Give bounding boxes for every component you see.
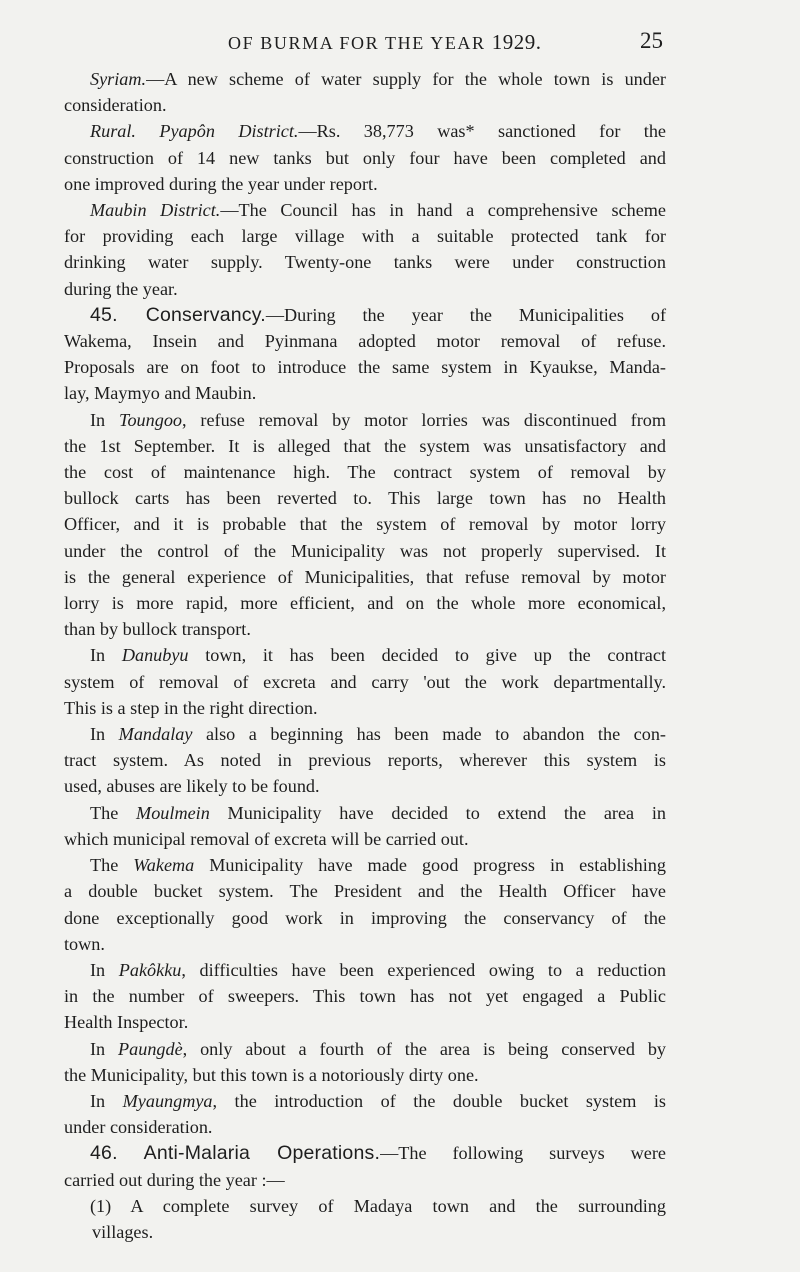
text-run: the 1st September. It is alleged that the system was unsatisfactory and: [64, 435, 666, 456]
text-line: [64, 1114, 666, 1140]
text-line: [64, 878, 666, 904]
text-line: [64, 721, 666, 747]
text-line: [64, 354, 666, 380]
text-line: [64, 197, 666, 223]
text-run: , difficulties have been experienced owing to a reduction: [181, 959, 666, 980]
text-run: Health Inspector.: [64, 1012, 189, 1033]
running-header: [0, 28, 800, 60]
italic-term: Wakema: [133, 855, 195, 876]
text-line: [64, 564, 666, 590]
text-run: , refuse removal by motor lorries was discontinued from: [182, 409, 666, 430]
text-line: [64, 485, 666, 511]
running-year: 1929.: [491, 30, 542, 54]
text-line: [64, 407, 666, 433]
text-line: [64, 302, 666, 328]
text-run: Officer, and it is probable that the system of removal by motor lorry: [64, 514, 666, 535]
text-run: lay, Maymyo and Maubin.: [64, 383, 257, 404]
text-line: [64, 118, 666, 144]
text-line: [64, 852, 666, 878]
text-run: the cost of maintenance high. The contract system of removal by: [64, 462, 666, 483]
text-line: [64, 1088, 666, 1114]
section-heading: Anti-Malaria Operations.: [143, 1142, 381, 1165]
text-line: [64, 800, 666, 826]
text-run: In: [90, 409, 119, 430]
text-run: bullock carts has been reverted to. This large town has no Health: [64, 488, 666, 509]
text-run: the Municipality, but this town is a notoriously dirty one.: [64, 1064, 479, 1085]
text-run: also a beginning has been made to abandon the con-: [192, 724, 666, 745]
italic-term: Paungdè: [118, 1038, 183, 1059]
text-line: [64, 826, 666, 852]
text-run: which municipal removal of excreta will be carried out.: [64, 828, 469, 849]
text-line: [64, 1219, 666, 1245]
text-run: a double bucket system. The President and the Health Officer have: [64, 881, 666, 902]
text-line: [64, 669, 666, 695]
italic-term: Danubyu: [121, 645, 189, 666]
text-line: [64, 511, 666, 537]
body-text: [64, 66, 666, 1245]
text-run: —The Council has in hand a comprehensive scheme: [220, 200, 666, 221]
section-heading: Conservancy.: [145, 303, 266, 326]
text-line: [64, 1193, 666, 1219]
text-run: is the general experience of Municipalities, that refuse removal by motor: [64, 566, 666, 587]
section-heading: 46.: [90, 1142, 144, 1165]
text-run: than by bullock transport.: [64, 619, 251, 640]
text-run: Proposals are on foot to introduce the same system in Kyaukse, Manda-: [64, 357, 666, 378]
text-run: town, it has been decided to give up the contract: [188, 645, 666, 666]
text-line: [64, 145, 666, 171]
text-line: [64, 957, 666, 983]
text-line: [64, 92, 666, 118]
text-run: used, abuses are likely to be found.: [64, 776, 320, 797]
text-run: done exceptionally good work in improving the conservancy of the: [64, 907, 666, 928]
text-line: [64, 1167, 666, 1193]
text-run: in the number of sweepers. This town has not yet engaged a Public: [64, 986, 666, 1007]
text-run: under consideration.: [64, 1117, 213, 1138]
text-line: [64, 538, 666, 564]
text-run: In: [90, 645, 122, 666]
text-run: town.: [64, 933, 105, 954]
italic-term: Mandalay: [118, 724, 193, 745]
text-line: [64, 642, 666, 668]
text-run: drinking water supply. Twenty-one tanks were under construction: [64, 252, 666, 273]
text-run: —Rs. 38,773 was* sanctioned for the: [298, 121, 666, 142]
text-run: Municipality have decided to extend the area in: [209, 802, 667, 823]
text-line: [64, 695, 666, 721]
text-run: Municipality have made good progress in establishing: [194, 855, 666, 876]
text-line: [64, 983, 666, 1009]
text-run: In: [90, 1090, 123, 1111]
text-run: under the control of the Municipality was not properly supervised. It: [64, 540, 666, 561]
text-line: [64, 223, 666, 249]
text-line: [64, 773, 666, 799]
text-line: [64, 459, 666, 485]
text-run: one improved during the year under report.: [64, 173, 378, 194]
text-run: carried out during the year :—: [64, 1169, 285, 1190]
text-run: during the year.: [64, 278, 178, 299]
text-line: [64, 931, 666, 957]
text-line: [64, 171, 666, 197]
text-run: lorry is more rapid, more efficient, and on the whole more economical,: [64, 593, 666, 614]
text-line: [64, 433, 666, 459]
text-run: consideration.: [64, 95, 167, 116]
text-run: The: [90, 802, 137, 823]
text-run: In: [90, 1038, 119, 1059]
text-line: [64, 1062, 666, 1088]
text-run: , the introduction of the double bucket system is: [212, 1090, 666, 1111]
running-title-text: OF BURMA FOR THE YEAR: [228, 33, 486, 53]
text-run: tract system. As noted in previous reports, wherever this system is: [64, 750, 666, 771]
text-line: [64, 328, 666, 354]
text-line: [64, 1036, 666, 1062]
text-line: [64, 380, 666, 406]
text-run: This is a step in the right direction.: [64, 697, 318, 718]
text-run: system of removal of excreta and carry 'out the work departmentally.: [64, 671, 666, 692]
text-line: [64, 1140, 666, 1166]
text-run: The: [90, 855, 134, 876]
text-run: —During the year the Municipalities of: [265, 304, 667, 325]
text-run: construction of 14 new tanks but only four have been completed and: [64, 147, 666, 168]
text-line: [64, 249, 666, 275]
text-run: villages.: [92, 1221, 154, 1242]
text-run: for providing each large village with a suitable protected tank for: [64, 226, 666, 247]
text-run: (1) A complete survey of Madaya town and the surrounding: [90, 1195, 666, 1216]
text-line: [64, 590, 666, 616]
italic-term: Maubin District.: [90, 200, 221, 221]
section-heading: 45.: [90, 303, 146, 326]
text-run: In: [90, 959, 119, 980]
text-run: —A new scheme of water supply for the whole town is under: [146, 69, 666, 89]
text-line: [64, 276, 666, 302]
text-line: [64, 747, 666, 773]
italic-term: Moulmein: [136, 802, 210, 823]
italic-term: Pakôkku: [118, 959, 182, 980]
text-run: —The following surveys were: [380, 1143, 666, 1164]
text-run: In: [90, 724, 119, 745]
italic-term: Rural. Pyapôn District.: [90, 121, 299, 142]
text-line: [64, 66, 666, 92]
text-run: , only about a fourth of the area is being conserved by: [182, 1038, 667, 1059]
text-run: Wakema, Insein and Pyinmana adopted motor removal of refuse.: [64, 331, 666, 352]
text-line: [64, 905, 666, 931]
italic-term: Syriam.: [90, 69, 147, 89]
italic-term: Myaungmya: [122, 1090, 213, 1111]
page-number: 25: [640, 28, 663, 53]
text-line: [64, 616, 666, 642]
text-line: [64, 1009, 666, 1035]
italic-term: Toungoo: [119, 409, 183, 430]
running-title: [228, 30, 542, 55]
